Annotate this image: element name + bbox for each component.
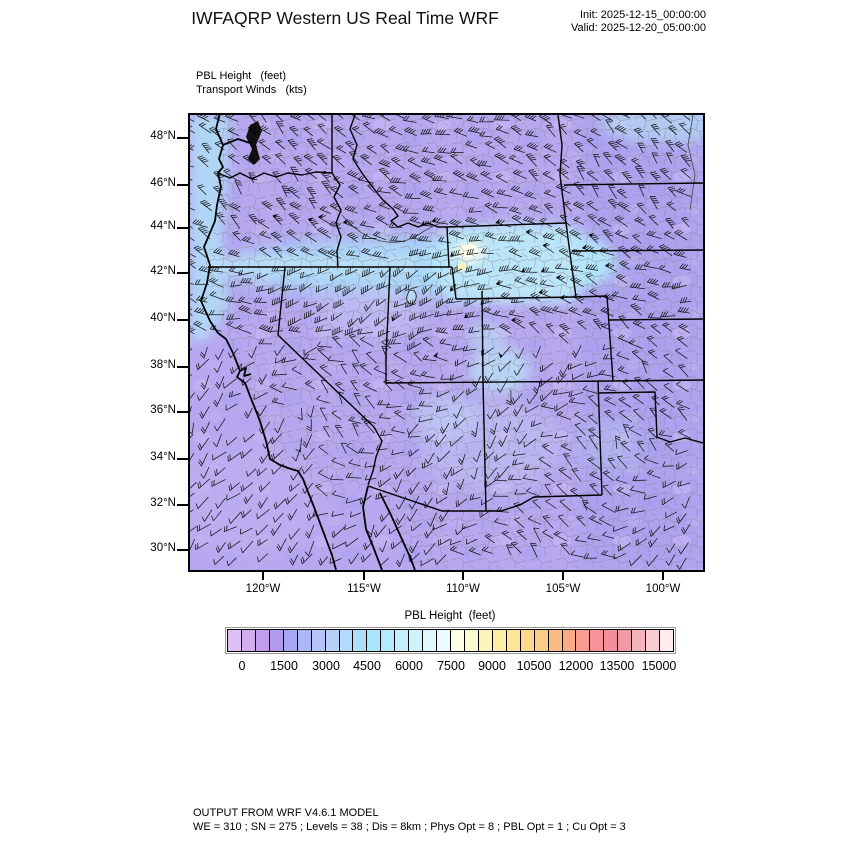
lat-tick [177,458,188,460]
model-info [193,806,753,834]
lon-tick [562,572,564,580]
colorbar-cell [437,630,451,651]
colorbar-label: 6000 [395,659,423,673]
colorbar-cell [507,630,521,651]
colorbar-cell [395,630,409,651]
colorbar-cell [270,630,284,651]
colorbar-cell [284,630,298,651]
colorbar-cell [367,630,381,651]
lat-label: 46°N [150,177,176,189]
valid-timestamp: Valid: 2025-12-20_05:00:00 [571,22,706,34]
lon-label: 105°W [545,583,581,595]
colorbar-cell [535,630,549,651]
field-label: PBL Height (feet) [196,70,287,82]
colorbar-title: PBL Height (feet) [404,610,496,622]
lat-tick [177,549,188,551]
colorbar-cell [632,630,646,651]
map-frame [188,113,705,572]
colorbar-cell [660,630,673,651]
lon-label: 100°W [645,583,681,595]
page-title: IWFAQRP Western US Real Time WRF [191,8,499,28]
colorbar-cell [228,630,242,651]
lat-tick [177,504,188,506]
colorbar-label: 7500 [437,659,465,673]
lon-label: 115°W [347,583,381,595]
colorbar-cell [381,630,395,651]
model-info-line2: WE = 310 ; SN = 275 ; Levels = 38 ; Dis = 8km ; Phys Opt = 8 ; PBL Opt = 1 ; Cu Opt = 3 [193,821,626,833]
colorbar-label: 4500 [353,659,381,673]
lon-label: 110°W [446,583,480,595]
colorbar-cell [353,630,367,651]
lat-label: 38°N [150,359,176,371]
colorbar-cell [465,630,479,651]
colorbar-cell [298,630,312,651]
colorbar-label: 9000 [478,659,506,673]
colorbar-label: 1500 [270,659,298,673]
lat-label: 48°N [150,130,176,142]
lat-tick [177,227,188,229]
colorbar-cell [590,630,604,651]
init-timestamp: Init: 2025-12-15_00:00:00 [580,9,706,21]
weather-map [190,115,703,570]
lat-tick [177,366,188,368]
colorbar-label: 12000 [558,659,594,673]
colorbar-cell [493,630,507,651]
lat-label: 32°N [150,497,176,509]
lat-label: 36°N [150,404,176,416]
lon-tick [462,572,464,580]
colorbar-label: 10500 [516,659,552,673]
lat-tick [177,137,188,139]
lat-tick [177,319,188,321]
colorbar-cell [479,630,493,651]
lon-tick [262,572,264,580]
colorbar-cell [340,630,354,651]
model-info-line1: OUTPUT FROM WRF V4.6.1 MODEL [193,807,379,819]
wind-overlay-label: Transport Winds (kts) [196,84,307,96]
great-salt-lake [407,290,417,304]
colorbar-label: 0 [238,659,246,673]
colorbar-cell [618,630,632,651]
colorbar-cell [409,630,423,651]
lat-tick [177,272,188,274]
colorbar-cell [646,630,660,651]
colorbar-cell [576,630,590,651]
lon-tick [662,572,664,580]
lat-tick [177,411,188,413]
colorbar-cell [256,630,270,651]
lon-label: 120°W [245,583,281,595]
colorbar-cell [451,630,465,651]
colorbar-cell [549,630,563,651]
colorbar-cell [604,630,618,651]
colorbar-label: 3000 [312,659,340,673]
lat-tick [177,184,188,186]
lat-label: 44°N [150,220,176,232]
lat-label: 40°N [150,312,176,324]
colorbar-cell [242,630,256,651]
colorbar-cell [563,630,577,651]
lon-tick [363,572,365,580]
lat-label: 42°N [150,265,176,277]
colorbar-cells [227,629,674,652]
colorbar-cell [326,630,340,651]
colorbar-label: 15000 [641,659,677,673]
colorbar-label: 13500 [599,659,635,673]
lat-label: 30°N [150,542,176,554]
colorbar-cell [423,630,437,651]
lat-label: 34°N [150,451,176,463]
colorbar-cell [521,630,535,651]
colorbar-cell [312,630,326,651]
